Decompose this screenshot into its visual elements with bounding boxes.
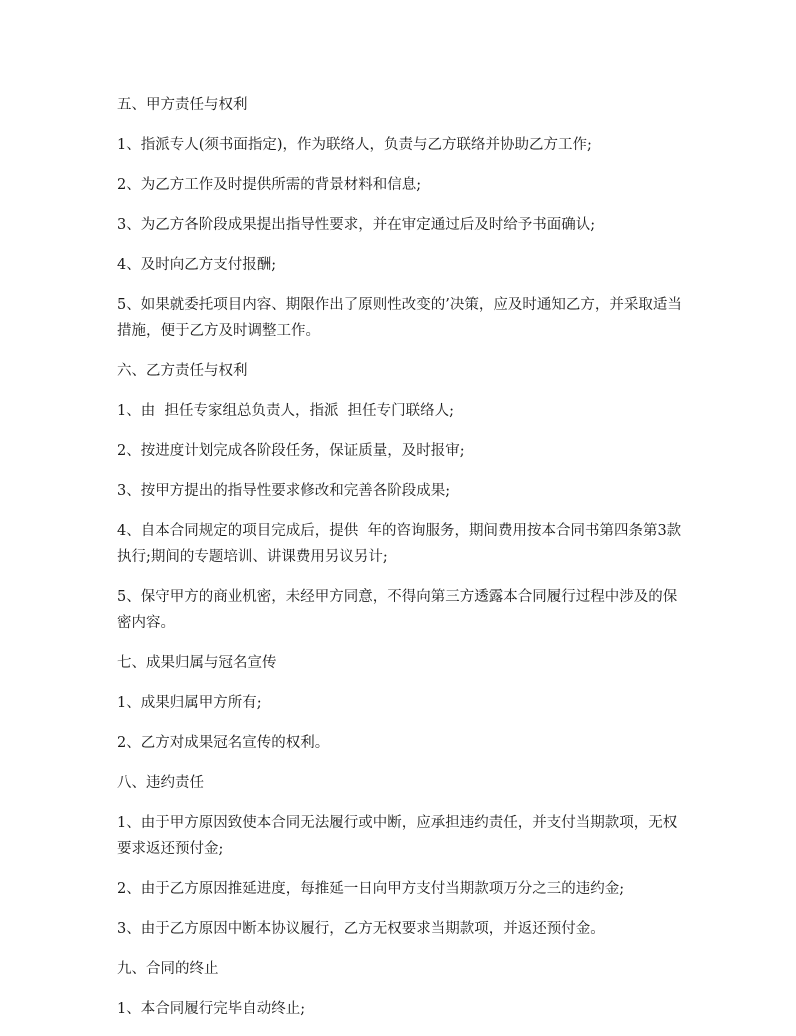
clause-6-2: 2、按进度计划完成各阶段任务，保证质量，及时报审; xyxy=(117,443,465,459)
clause-9-1: 1、本合同履行完毕自动终止; xyxy=(117,1001,306,1017)
clause-7-2: 2、乙方对成果冠名宣传的权利。 xyxy=(117,735,330,751)
clause-6-3: 3、按甲方提出的指导性要求修改和完善各阶段成果; xyxy=(117,483,451,499)
clause-8-3: 3、由于乙方原因中断本协议履行，乙方无权要求当期款项，并返还预付金。 xyxy=(117,921,605,937)
section-heading-9: 九、合同的终止 xyxy=(117,961,219,977)
document-body xyxy=(117,92,683,1036)
clause-7-1: 1、成果归属甲方所有; xyxy=(117,695,262,711)
clause-6-4: 4、自本合同规定的项目完成后，提供 年的咨询服务，期间费用按本合同书第四条第3款执行;期间的专题培训、讲课费用另议另计; xyxy=(117,523,682,565)
clause-5-2: 2、为乙方工作及时提供所需的背景材料和信息; xyxy=(117,177,422,193)
clause-6-5: 5、保守甲方的商业机密，未经甲方同意，不得向第三方透露本合同履行过程中涉及的保密内容。 xyxy=(117,589,678,631)
section-heading-5: 五、甲方责任与权利 xyxy=(117,97,248,113)
clause-5-1: 1、指派专人(须书面指定)，作为联络人，负责与乙方联络并协助乙方工作; xyxy=(117,137,592,153)
section-heading-8: 八、违约责任 xyxy=(117,775,204,791)
clause-8-2: 2、由于乙方原因推延进度，每推延一日向甲方支付当期款项万分之三的违约金; xyxy=(117,881,625,897)
clause-5-4: 4、及时向乙方支付报酬; xyxy=(117,257,277,273)
clause-5-5: 5、如果就委托项目内容、期限作出了原则性改变的’决策，应及时通知乙方，并采取适当措施，便于乙方及时调整工作。 xyxy=(117,297,682,339)
section-heading-6: 六、乙方责任与权利 xyxy=(117,363,248,379)
clause-6-1: 1、由 担任专家组总负责人，指派 担任专门联络人; xyxy=(117,403,455,419)
clause-5-3: 3、为乙方各阶段成果提出指导性要求，并在审定通过后及时给予书面确认; xyxy=(117,217,596,233)
clause-8-1: 1、由于甲方原因致使本合同无法履行或中断，应承担违约责任，并支付当期款项，无权要求返还预付金; xyxy=(117,815,678,857)
section-heading-7: 七、成果归属与冠名宣传 xyxy=(117,655,277,671)
